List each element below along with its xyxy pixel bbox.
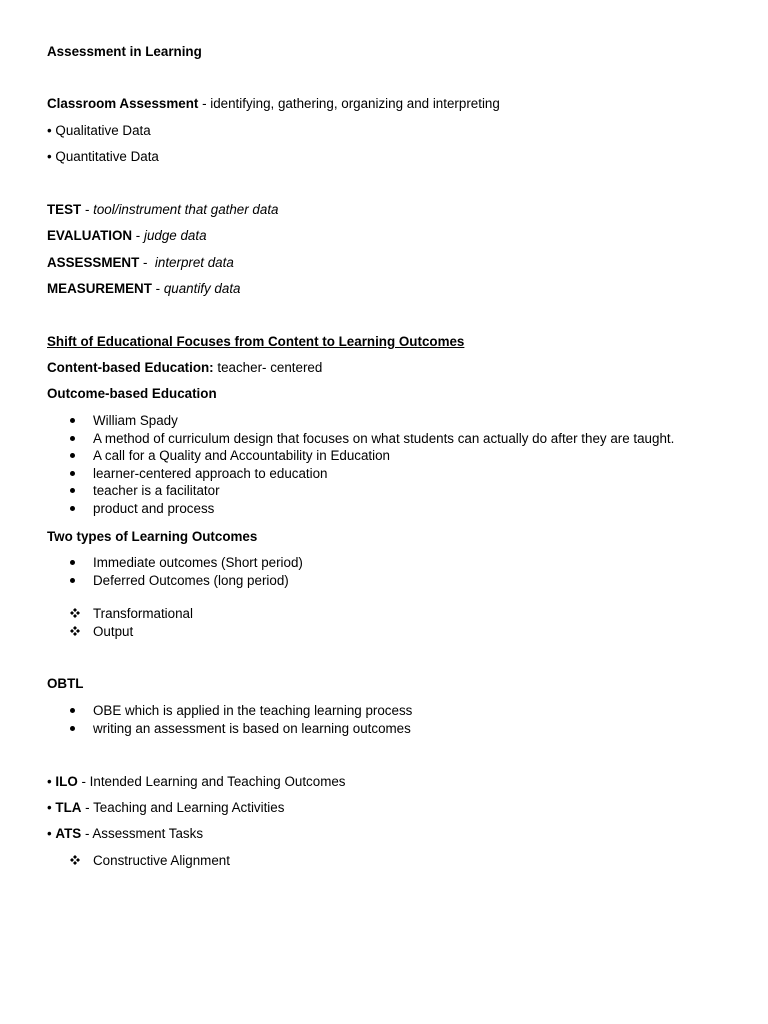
term-definition [47, 255, 234, 271]
classroom-assessment-term: Classroom Assessment [47, 96, 199, 111]
list-item: A call for a Quality and Accountability in Education [93, 448, 390, 463]
list-item: Deferred Outcomes (long period) [93, 573, 289, 588]
list-item: A method of curriculum design that focuses on what students can actually do after they are taught. [93, 431, 675, 446]
outcome-based-heading: Outcome-based Education [47, 386, 217, 401]
bullet-dot-icon [70, 453, 75, 458]
list-item: writing an assessment is based on learning outcomes [93, 721, 411, 736]
term-label: EVALUATION [47, 228, 133, 243]
bullet-dot-icon [70, 708, 75, 713]
classroom-assessment-definition: - identifying, gathering, organizing and interpreting [198, 96, 500, 111]
term-separator: - [151, 281, 164, 296]
term-label: MEASUREMENT [47, 281, 152, 296]
list-item: William Spady [93, 413, 178, 428]
data-type-item: • Quantitative Data [47, 149, 159, 164]
document-title: Assessment in Learning [47, 44, 202, 59]
acronym-definition: - Assessment Tasks [81, 826, 204, 841]
acronym-bullet: • [47, 774, 56, 789]
acronym-line [47, 774, 346, 790]
acronym-definition: - Intended Learning and Teaching Outcomes [77, 774, 346, 789]
list-item: Immediate outcomes (Short period) [93, 555, 303, 570]
bullet-dot-icon [70, 488, 75, 493]
sub-list-item: Constructive Alignment [93, 853, 230, 868]
bullet-dot-icon [70, 471, 75, 476]
acronym-term: TLA [55, 800, 82, 815]
list-item: OBE which is applied in the teaching learning process [93, 703, 413, 718]
term-definition [47, 281, 241, 297]
acronym-line [47, 800, 284, 816]
term-separator: - [139, 255, 155, 270]
list-item: teacher is a facilitator [93, 483, 220, 498]
bullet-dot-icon [70, 578, 75, 583]
acronym-term: ILO [55, 774, 78, 789]
term-separator: - [81, 202, 94, 217]
data-type-item: • Qualitative Data [47, 123, 151, 138]
bullet-dot-icon [70, 506, 75, 511]
content-based-term: Content-based Education: [47, 360, 214, 375]
diamond-bullet-icon [69, 625, 81, 637]
diamond-bullet-icon [69, 854, 81, 866]
list-item: product and process [93, 501, 215, 516]
sub-list-item: Transformational [93, 606, 193, 621]
shift-heading: Shift of Educational Focuses from Content to Learning Outcomes [47, 334, 465, 349]
bullet-dot-icon [70, 436, 75, 441]
term-label: ASSESSMENT [47, 255, 140, 270]
two-types-heading: Two types of Learning Outcomes [47, 529, 258, 544]
term-meaning: tool/instrument that gather data [93, 202, 279, 217]
bullet-dot-icon [70, 418, 75, 423]
term-definition [47, 202, 279, 218]
term-meaning: quantify data [163, 281, 241, 296]
acronym-definition: - Teaching and Learning Activities [81, 800, 285, 815]
sub-list-item: Output [93, 624, 134, 639]
diamond-bullet-icon [69, 607, 81, 619]
term-meaning: judge data [143, 228, 207, 243]
term-separator: - [132, 228, 144, 243]
acronym-bullet: • [47, 800, 56, 815]
term-meaning: interpret data [154, 255, 234, 270]
classroom-assessment-line [47, 96, 500, 112]
acronym-line [47, 826, 203, 842]
list-item: learner-centered approach to education [93, 466, 328, 481]
bullet-dot-icon [70, 726, 75, 731]
acronym-bullet: • [47, 826, 56, 841]
bullet-dot-icon [70, 560, 75, 565]
obtl-heading: OBTL [47, 676, 84, 691]
term-label: TEST [47, 202, 82, 217]
content-based-line [47, 360, 322, 376]
acronym-term: ATS [55, 826, 82, 841]
content-based-definition: teacher- centered [213, 360, 323, 375]
term-definition [47, 228, 207, 244]
